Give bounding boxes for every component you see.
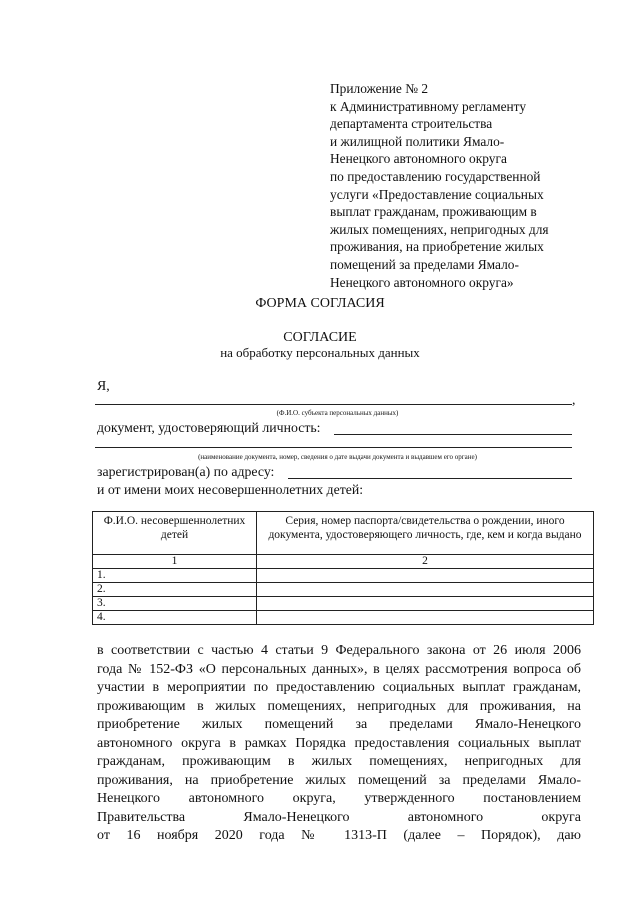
fio-comma: , xyxy=(572,392,576,407)
document-caption: (наименование документа, номер, сведения о дате выдачи документа и выдавшем его органе) xyxy=(198,453,477,461)
body-line: Правительства Ямало-Ненецкого автономного округа xyxy=(97,809,581,825)
table-header-row xyxy=(93,512,594,555)
row-number[interactable]: 3. xyxy=(93,597,257,611)
header-document: Серия, номер паспорта/свидетельства о рождении, иного документа, удостоверяющего личность, где, кем и когда выдано xyxy=(257,512,594,555)
consent-title: СОГЛАСИЕ xyxy=(283,330,357,345)
appendix-line: помещений за пределами Ямало- xyxy=(330,256,519,272)
appendix-line: и жилищной политики Ямало- xyxy=(330,133,505,149)
table-row xyxy=(93,611,594,625)
children-label: и от имени моих несовершеннолетних детей: xyxy=(97,482,364,497)
body-line: проживания, на приобретение жилых помещений за пределами Ямало- xyxy=(97,772,581,788)
appendix-line: жилых помещениях, непригодных для xyxy=(330,221,549,237)
body-line: проживающим в жилых помещениях, непригодных для проживания, на xyxy=(97,698,581,714)
row-document-cell[interactable] xyxy=(257,611,594,625)
table-row xyxy=(93,569,594,583)
form-title: ФОРМА СОГЛАСИЯ xyxy=(255,296,385,311)
consent-body xyxy=(97,642,581,846)
row-number[interactable]: 4. xyxy=(93,611,257,625)
ya-label: Я, xyxy=(97,378,110,393)
row-document-cell[interactable] xyxy=(257,583,594,597)
appendix-line: Приложение № 2 xyxy=(330,81,429,96)
body-line: гражданам, проживающим в жилых помещениях, непригодных для xyxy=(97,754,581,769)
address-label: зарегистрирован(а) по адресу: xyxy=(97,464,275,479)
appendix-line: выплат гражданам, проживающим в xyxy=(330,204,537,220)
document-label: документ, удостоверяющий личность: xyxy=(97,420,321,435)
body-line: приобретение жилых помещений за пределами Ямало-Ненецкого xyxy=(97,717,581,732)
consent-subtitle: на обработку персональных данных xyxy=(220,345,420,360)
body-line: автономного округа в рамках Порядка предоставления социальных выплат xyxy=(97,735,581,751)
row-number[interactable]: 2. xyxy=(93,583,257,597)
address-field-line[interactable] xyxy=(288,478,572,479)
appendix-line: услуги «Предоставление социальных xyxy=(330,186,544,202)
document-field-line[interactable] xyxy=(334,434,572,435)
body-line: Ненецкого автономного округа, утвержденного постановлением xyxy=(97,791,581,806)
column-number: 1 xyxy=(93,555,257,569)
children-table xyxy=(92,511,594,625)
appendix-line: по предоставлению государственной xyxy=(330,168,541,184)
appendix-line: Ненецкого автономного округа xyxy=(330,151,507,167)
fio-caption: (Ф.И.О. субъекта персональных данных) xyxy=(276,409,399,417)
body-line: в соответствии с частью 4 статьи 9 Федерального закона от 26 июля 2006 xyxy=(97,643,581,658)
row-document-cell[interactable] xyxy=(257,597,594,611)
appendix-line: департамента строительства xyxy=(330,116,493,132)
table-row xyxy=(93,583,594,597)
row-document-cell[interactable] xyxy=(257,569,594,583)
table-number-row xyxy=(93,555,594,569)
body-line: от 16 ноября 2020 года № 1313-П (далее – Порядок), даю xyxy=(97,828,581,843)
appendix-line: Ненецкого автономного округа» xyxy=(330,274,514,290)
body-line: участии в мероприятии по предоставлению социальных выплат гражданам, xyxy=(97,680,581,695)
appendix-line: проживания, на приобретение жилых xyxy=(330,239,544,255)
table-row xyxy=(93,597,594,611)
row-number[interactable]: 1. xyxy=(93,569,257,583)
appendix-line: к Административному регламенту xyxy=(330,98,527,114)
body-line: года № 152-ФЗ «О персональных данных», в целях рассмотрения вопроса об xyxy=(97,661,581,677)
header-fio: Ф.И.О. несовершеннолетних детей xyxy=(93,512,257,555)
appendix-header xyxy=(330,80,590,291)
fio-field-line[interactable] xyxy=(95,404,572,405)
document-field-line-2[interactable] xyxy=(95,447,572,448)
column-number: 2 xyxy=(257,555,594,569)
